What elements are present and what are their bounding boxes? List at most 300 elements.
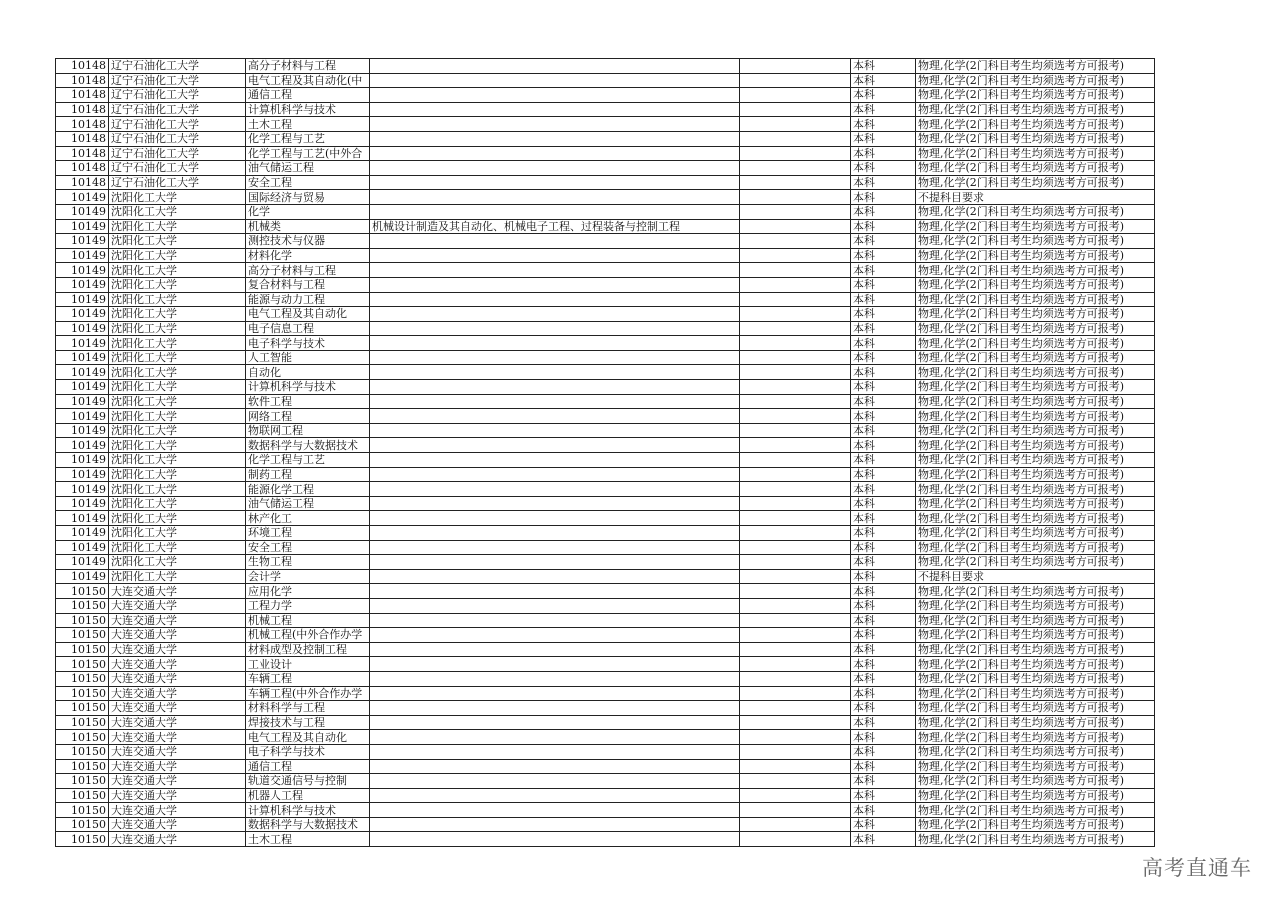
level-cell: 本科 — [851, 467, 916, 482]
school-name-cell: 辽宁石油化工大学 — [109, 161, 246, 176]
subject-requirement-cell: 物理,化学(2门科目考生均须选考方可报考) — [916, 146, 1155, 161]
major-name-cell: 焊接技术与工程 — [246, 715, 370, 730]
major-name-cell: 电子科学与技术 — [246, 744, 370, 759]
school-code-cell: 10149 — [56, 423, 109, 438]
school-name-cell: 大连交通大学 — [109, 774, 246, 789]
school-name-cell: 大连交通大学 — [109, 715, 246, 730]
subject-requirement-cell: 物理,化学(2门科目考生均须选考方可报考) — [916, 248, 1155, 263]
subject-requirement-cell: 不提科目要求 — [916, 190, 1155, 205]
school-code-cell: 10149 — [56, 438, 109, 453]
note-cell — [740, 292, 851, 307]
major-name-cell: 安全工程 — [246, 175, 370, 190]
table-row — [56, 774, 1155, 789]
major-name-cell: 自动化 — [246, 365, 370, 380]
major-includes-cell — [370, 642, 740, 657]
note-cell — [740, 774, 851, 789]
school-name-cell: 大连交通大学 — [109, 671, 246, 686]
table-row — [56, 584, 1155, 599]
admission-requirements-table — [55, 58, 1155, 847]
major-name-cell: 环境工程 — [246, 526, 370, 541]
school-code-cell: 10149 — [56, 467, 109, 482]
major-name-cell: 林产化工 — [246, 511, 370, 526]
table-row — [56, 701, 1155, 716]
note-cell — [740, 540, 851, 555]
subject-requirement-cell: 物理,化学(2门科目考生均须选考方可报考) — [916, 59, 1155, 74]
school-code-cell: 10149 — [56, 321, 109, 336]
school-name-cell: 沈阳化工大学 — [109, 204, 246, 219]
note-cell — [740, 277, 851, 292]
school-code-cell: 10149 — [56, 482, 109, 497]
major-name-cell: 工程力学 — [246, 598, 370, 613]
subject-requirement-cell: 物理,化学(2门科目考生均须选考方可报考) — [916, 102, 1155, 117]
school-code-cell: 10150 — [56, 715, 109, 730]
school-code-cell: 10149 — [56, 292, 109, 307]
major-name-cell: 化学工程与工艺 — [246, 453, 370, 468]
school-name-cell: 辽宁石油化工大学 — [109, 88, 246, 103]
note-cell — [740, 453, 851, 468]
table-row — [56, 102, 1155, 117]
school-code-cell: 10148 — [56, 131, 109, 146]
table-row — [56, 59, 1155, 74]
note-cell — [740, 59, 851, 74]
major-name-cell: 电气工程及其自动化 — [246, 730, 370, 745]
major-name-cell: 土木工程 — [246, 117, 370, 132]
table-row — [56, 248, 1155, 263]
major-name-cell: 高分子材料与工程 — [246, 59, 370, 74]
school-name-cell: 大连交通大学 — [109, 584, 246, 599]
major-includes-cell — [370, 277, 740, 292]
table-row — [56, 438, 1155, 453]
major-includes-cell — [370, 204, 740, 219]
table-row — [56, 175, 1155, 190]
school-name-cell: 沈阳化工大学 — [109, 263, 246, 278]
level-cell: 本科 — [851, 423, 916, 438]
major-name-cell: 机械类 — [246, 219, 370, 234]
table-row — [56, 715, 1155, 730]
subject-requirement-cell: 物理,化学(2门科目考生均须选考方可报考) — [916, 409, 1155, 424]
major-includes-cell — [370, 453, 740, 468]
major-includes-cell — [370, 131, 740, 146]
level-cell: 本科 — [851, 307, 916, 322]
subject-requirement-cell: 物理,化学(2门科目考生均须选考方可报考) — [916, 277, 1155, 292]
school-name-cell: 辽宁石油化工大学 — [109, 73, 246, 88]
school-name-cell: 沈阳化工大学 — [109, 526, 246, 541]
note-cell — [740, 336, 851, 351]
school-code-cell: 10149 — [56, 394, 109, 409]
major-name-cell: 制药工程 — [246, 467, 370, 482]
school-name-cell: 沈阳化工大学 — [109, 496, 246, 511]
school-name-cell: 沈阳化工大学 — [109, 569, 246, 584]
note-cell — [740, 409, 851, 424]
major-includes-cell — [370, 744, 740, 759]
subject-requirement-cell: 物理,化学(2门科目考生均须选考方可报考) — [916, 131, 1155, 146]
school-name-cell: 大连交通大学 — [109, 613, 246, 628]
school-code-cell: 10150 — [56, 832, 109, 847]
major-name-cell: 机械工程(中外合作办学 — [246, 628, 370, 643]
note-cell — [740, 744, 851, 759]
subject-requirement-cell: 不提科目要求 — [916, 569, 1155, 584]
subject-requirement-cell: 物理,化学(2门科目考生均须选考方可报考) — [916, 803, 1155, 818]
table-row — [56, 380, 1155, 395]
major-includes-cell — [370, 365, 740, 380]
major-includes-cell — [370, 73, 740, 88]
school-code-cell: 10150 — [56, 803, 109, 818]
note-cell — [740, 365, 851, 380]
note-cell — [740, 234, 851, 249]
subject-requirement-cell: 物理,化学(2门科目考生均须选考方可报考) — [916, 175, 1155, 190]
table-row — [56, 146, 1155, 161]
subject-requirement-cell: 物理,化学(2门科目考生均须选考方可报考) — [916, 526, 1155, 541]
school-name-cell: 大连交通大学 — [109, 832, 246, 847]
level-cell: 本科 — [851, 540, 916, 555]
school-code-cell: 10149 — [56, 190, 109, 205]
major-name-cell: 网络工程 — [246, 409, 370, 424]
table-row — [56, 321, 1155, 336]
table-row — [56, 686, 1155, 701]
school-name-cell: 沈阳化工大学 — [109, 380, 246, 395]
major-includes-cell — [370, 467, 740, 482]
note-cell — [740, 146, 851, 161]
level-cell: 本科 — [851, 380, 916, 395]
major-name-cell: 生物工程 — [246, 555, 370, 570]
note-cell — [740, 102, 851, 117]
table-body — [56, 59, 1155, 847]
major-includes-cell — [370, 380, 740, 395]
major-includes-cell — [370, 730, 740, 745]
school-name-cell: 沈阳化工大学 — [109, 409, 246, 424]
major-includes-cell — [370, 686, 740, 701]
major-name-cell: 软件工程 — [246, 394, 370, 409]
school-name-cell: 沈阳化工大学 — [109, 219, 246, 234]
major-name-cell: 安全工程 — [246, 540, 370, 555]
major-includes-cell — [370, 292, 740, 307]
school-name-cell: 沈阳化工大学 — [109, 350, 246, 365]
subject-requirement-cell: 物理,化学(2门科目考生均须选考方可报考) — [916, 234, 1155, 249]
level-cell: 本科 — [851, 453, 916, 468]
major-includes-cell — [370, 671, 740, 686]
note-cell — [740, 204, 851, 219]
subject-requirement-cell: 物理,化学(2门科目考生均须选考方可报考) — [916, 832, 1155, 847]
major-includes-cell — [370, 759, 740, 774]
note-cell — [740, 423, 851, 438]
school-code-cell: 10149 — [56, 365, 109, 380]
school-name-cell: 大连交通大学 — [109, 803, 246, 818]
table-row — [56, 365, 1155, 380]
major-includes-cell — [370, 102, 740, 117]
level-cell: 本科 — [851, 438, 916, 453]
school-name-cell: 沈阳化工大学 — [109, 307, 246, 322]
school-code-cell: 10149 — [56, 409, 109, 424]
level-cell: 本科 — [851, 526, 916, 541]
level-cell: 本科 — [851, 248, 916, 263]
level-cell: 本科 — [851, 394, 916, 409]
major-includes-cell — [370, 161, 740, 176]
school-code-cell: 10150 — [56, 657, 109, 672]
school-name-cell: 沈阳化工大学 — [109, 234, 246, 249]
note-cell — [740, 161, 851, 176]
major-name-cell: 复合材料与工程 — [246, 277, 370, 292]
school-code-cell: 10149 — [56, 234, 109, 249]
table-row — [56, 88, 1155, 103]
table-row — [56, 336, 1155, 351]
subject-requirement-cell: 物理,化学(2门科目考生均须选考方可报考) — [916, 88, 1155, 103]
note-cell — [740, 350, 851, 365]
subject-requirement-cell: 物理,化学(2门科目考生均须选考方可报考) — [916, 365, 1155, 380]
major-name-cell: 应用化学 — [246, 584, 370, 599]
subject-requirement-cell: 物理,化学(2门科目考生均须选考方可报考) — [916, 161, 1155, 176]
major-includes-cell — [370, 59, 740, 74]
school-code-cell: 10149 — [56, 569, 109, 584]
table-row — [56, 350, 1155, 365]
major-includes-cell — [370, 803, 740, 818]
school-code-cell: 10150 — [56, 598, 109, 613]
school-code-cell: 10149 — [56, 555, 109, 570]
subject-requirement-cell: 物理,化学(2门科目考生均须选考方可报考) — [916, 788, 1155, 803]
subject-requirement-cell: 物理,化学(2门科目考生均须选考方可报考) — [916, 73, 1155, 88]
note-cell — [740, 117, 851, 132]
note-cell — [740, 175, 851, 190]
major-name-cell: 化学工程与工艺 — [246, 131, 370, 146]
school-code-cell: 10150 — [56, 642, 109, 657]
level-cell: 本科 — [851, 744, 916, 759]
note-cell — [740, 380, 851, 395]
major-includes-cell — [370, 628, 740, 643]
subject-requirement-cell: 物理,化学(2门科目考生均须选考方可报考) — [916, 482, 1155, 497]
subject-requirement-cell: 物理,化学(2门科目考生均须选考方可报考) — [916, 817, 1155, 832]
note-cell — [740, 598, 851, 613]
level-cell: 本科 — [851, 161, 916, 176]
note-cell — [740, 438, 851, 453]
level-cell: 本科 — [851, 365, 916, 380]
school-code-cell: 10149 — [56, 496, 109, 511]
table-row — [56, 453, 1155, 468]
subject-requirement-cell: 物理,化学(2门科目考生均须选考方可报考) — [916, 613, 1155, 628]
level-cell: 本科 — [851, 671, 916, 686]
major-includes-cell — [370, 350, 740, 365]
table-row — [56, 628, 1155, 643]
note-cell — [740, 219, 851, 234]
school-code-cell: 10150 — [56, 759, 109, 774]
major-name-cell: 计算机科学与技术 — [246, 803, 370, 818]
school-name-cell: 沈阳化工大学 — [109, 394, 246, 409]
school-code-cell: 10150 — [56, 584, 109, 599]
level-cell: 本科 — [851, 657, 916, 672]
major-name-cell: 物联网工程 — [246, 423, 370, 438]
school-name-cell: 大连交通大学 — [109, 759, 246, 774]
school-name-cell: 大连交通大学 — [109, 701, 246, 716]
note-cell — [740, 496, 851, 511]
school-code-cell: 10149 — [56, 526, 109, 541]
table-row — [56, 190, 1155, 205]
school-code-cell: 10150 — [56, 613, 109, 628]
note-cell — [740, 715, 851, 730]
level-cell: 本科 — [851, 788, 916, 803]
school-name-cell: 沈阳化工大学 — [109, 365, 246, 380]
subject-requirement-cell: 物理,化学(2门科目考生均须选考方可报考) — [916, 453, 1155, 468]
table-row — [56, 394, 1155, 409]
subject-requirement-cell: 物理,化学(2门科目考生均须选考方可报考) — [916, 657, 1155, 672]
table-row — [56, 219, 1155, 234]
major-includes-cell — [370, 482, 740, 497]
subject-requirement-cell: 物理,化学(2门科目考生均须选考方可报考) — [916, 584, 1155, 599]
subject-requirement-cell: 物理,化学(2门科目考生均须选考方可报考) — [916, 555, 1155, 570]
school-code-cell: 10148 — [56, 161, 109, 176]
major-name-cell: 数据科学与大数据技术 — [246, 438, 370, 453]
level-cell: 本科 — [851, 569, 916, 584]
major-name-cell: 高分子材料与工程 — [246, 263, 370, 278]
school-code-cell: 10148 — [56, 175, 109, 190]
level-cell: 本科 — [851, 686, 916, 701]
major-name-cell: 油气储运工程 — [246, 161, 370, 176]
school-code-cell: 10148 — [56, 88, 109, 103]
level-cell: 本科 — [851, 598, 916, 613]
level-cell: 本科 — [851, 131, 916, 146]
subject-requirement-cell: 物理,化学(2门科目考生均须选考方可报考) — [916, 701, 1155, 716]
school-code-cell: 10148 — [56, 102, 109, 117]
school-name-cell: 大连交通大学 — [109, 817, 246, 832]
school-name-cell: 大连交通大学 — [109, 642, 246, 657]
school-code-cell: 10150 — [56, 817, 109, 832]
table-row — [56, 496, 1155, 511]
table-row — [56, 744, 1155, 759]
note-cell — [740, 394, 851, 409]
school-code-cell: 10149 — [56, 453, 109, 468]
subject-requirement-cell: 物理,化学(2门科目考生均须选考方可报考) — [916, 671, 1155, 686]
school-code-cell: 10149 — [56, 307, 109, 322]
level-cell: 本科 — [851, 292, 916, 307]
major-name-cell: 计算机科学与技术 — [246, 102, 370, 117]
major-includes-cell — [370, 307, 740, 322]
level-cell: 本科 — [851, 146, 916, 161]
school-name-cell: 大连交通大学 — [109, 657, 246, 672]
note-cell — [740, 642, 851, 657]
note-cell — [740, 759, 851, 774]
watermark-text: 高考直通车 — [1142, 856, 1252, 880]
major-name-cell: 材料成型及控制工程 — [246, 642, 370, 657]
major-name-cell: 会计学 — [246, 569, 370, 584]
level-cell: 本科 — [851, 59, 916, 74]
table-row — [56, 467, 1155, 482]
school-name-cell: 沈阳化工大学 — [109, 555, 246, 570]
major-includes-cell — [370, 146, 740, 161]
table-row — [56, 642, 1155, 657]
major-includes-cell — [370, 394, 740, 409]
major-name-cell: 国际经济与贸易 — [246, 190, 370, 205]
school-name-cell: 辽宁石油化工大学 — [109, 102, 246, 117]
school-name-cell: 大连交通大学 — [109, 686, 246, 701]
school-name-cell: 辽宁石油化工大学 — [109, 59, 246, 74]
table-row — [56, 117, 1155, 132]
note-cell — [740, 307, 851, 322]
table-row — [56, 569, 1155, 584]
major-includes-cell — [370, 526, 740, 541]
school-name-cell: 沈阳化工大学 — [109, 482, 246, 497]
major-includes-cell — [370, 409, 740, 424]
major-name-cell: 机械工程 — [246, 613, 370, 628]
major-name-cell: 通信工程 — [246, 88, 370, 103]
level-cell: 本科 — [851, 102, 916, 117]
school-code-cell: 10150 — [56, 730, 109, 745]
table-row — [56, 131, 1155, 146]
subject-requirement-cell: 物理,化学(2门科目考生均须选考方可报考) — [916, 628, 1155, 643]
school-name-cell: 沈阳化工大学 — [109, 438, 246, 453]
note-cell — [740, 88, 851, 103]
level-cell: 本科 — [851, 482, 916, 497]
table-row — [56, 482, 1155, 497]
school-code-cell: 10150 — [56, 744, 109, 759]
level-cell: 本科 — [851, 817, 916, 832]
major-includes-cell — [370, 496, 740, 511]
school-code-cell: 10150 — [56, 628, 109, 643]
major-name-cell: 轨道交通信号与控制 — [246, 774, 370, 789]
school-code-cell: 10149 — [56, 380, 109, 395]
major-name-cell: 车辆工程 — [246, 671, 370, 686]
major-includes-cell — [370, 701, 740, 716]
subject-requirement-cell: 物理,化学(2门科目考生均须选考方可报考) — [916, 336, 1155, 351]
school-name-cell: 大连交通大学 — [109, 744, 246, 759]
level-cell: 本科 — [851, 88, 916, 103]
note-cell — [740, 569, 851, 584]
level-cell: 本科 — [851, 555, 916, 570]
major-includes-cell — [370, 190, 740, 205]
school-name-cell: 沈阳化工大学 — [109, 190, 246, 205]
subject-requirement-cell: 物理,化学(2门科目考生均须选考方可报考) — [916, 204, 1155, 219]
note-cell — [740, 832, 851, 847]
note-cell — [740, 803, 851, 818]
level-cell: 本科 — [851, 350, 916, 365]
school-code-cell: 10149 — [56, 511, 109, 526]
table-row — [56, 613, 1155, 628]
school-code-cell: 10149 — [56, 540, 109, 555]
level-cell: 本科 — [851, 175, 916, 190]
school-name-cell: 沈阳化工大学 — [109, 248, 246, 263]
table-row — [56, 526, 1155, 541]
major-name-cell: 数据科学与大数据技术 — [246, 817, 370, 832]
major-includes-cell — [370, 613, 740, 628]
school-name-cell: 沈阳化工大学 — [109, 277, 246, 292]
subject-requirement-cell: 物理,化学(2门科目考生均须选考方可报考) — [916, 321, 1155, 336]
note-cell — [740, 263, 851, 278]
major-includes-cell — [370, 263, 740, 278]
subject-requirement-cell: 物理,化学(2门科目考生均须选考方可报考) — [916, 511, 1155, 526]
major-name-cell: 土木工程 — [246, 832, 370, 847]
subject-requirement-cell: 物理,化学(2门科目考生均须选考方可报考) — [916, 774, 1155, 789]
subject-requirement-cell: 物理,化学(2门科目考生均须选考方可报考) — [916, 730, 1155, 745]
table-row — [56, 730, 1155, 745]
note-cell — [740, 467, 851, 482]
note-cell — [740, 131, 851, 146]
school-name-cell: 辽宁石油化工大学 — [109, 131, 246, 146]
table-row — [56, 292, 1155, 307]
major-name-cell: 通信工程 — [246, 759, 370, 774]
school-name-cell: 沈阳化工大学 — [109, 336, 246, 351]
major-includes-cell — [370, 540, 740, 555]
major-includes-cell — [370, 584, 740, 599]
subject-requirement-cell: 物理,化学(2门科目考生均须选考方可报考) — [916, 642, 1155, 657]
school-name-cell: 辽宁石油化工大学 — [109, 146, 246, 161]
level-cell: 本科 — [851, 496, 916, 511]
table-row — [56, 234, 1155, 249]
school-code-cell: 10150 — [56, 686, 109, 701]
school-code-cell: 10148 — [56, 59, 109, 74]
table-row — [56, 788, 1155, 803]
note-cell — [740, 701, 851, 716]
table-row — [56, 832, 1155, 847]
school-name-cell: 沈阳化工大学 — [109, 540, 246, 555]
table-row — [56, 540, 1155, 555]
major-includes-cell — [370, 817, 740, 832]
table-row — [56, 73, 1155, 88]
